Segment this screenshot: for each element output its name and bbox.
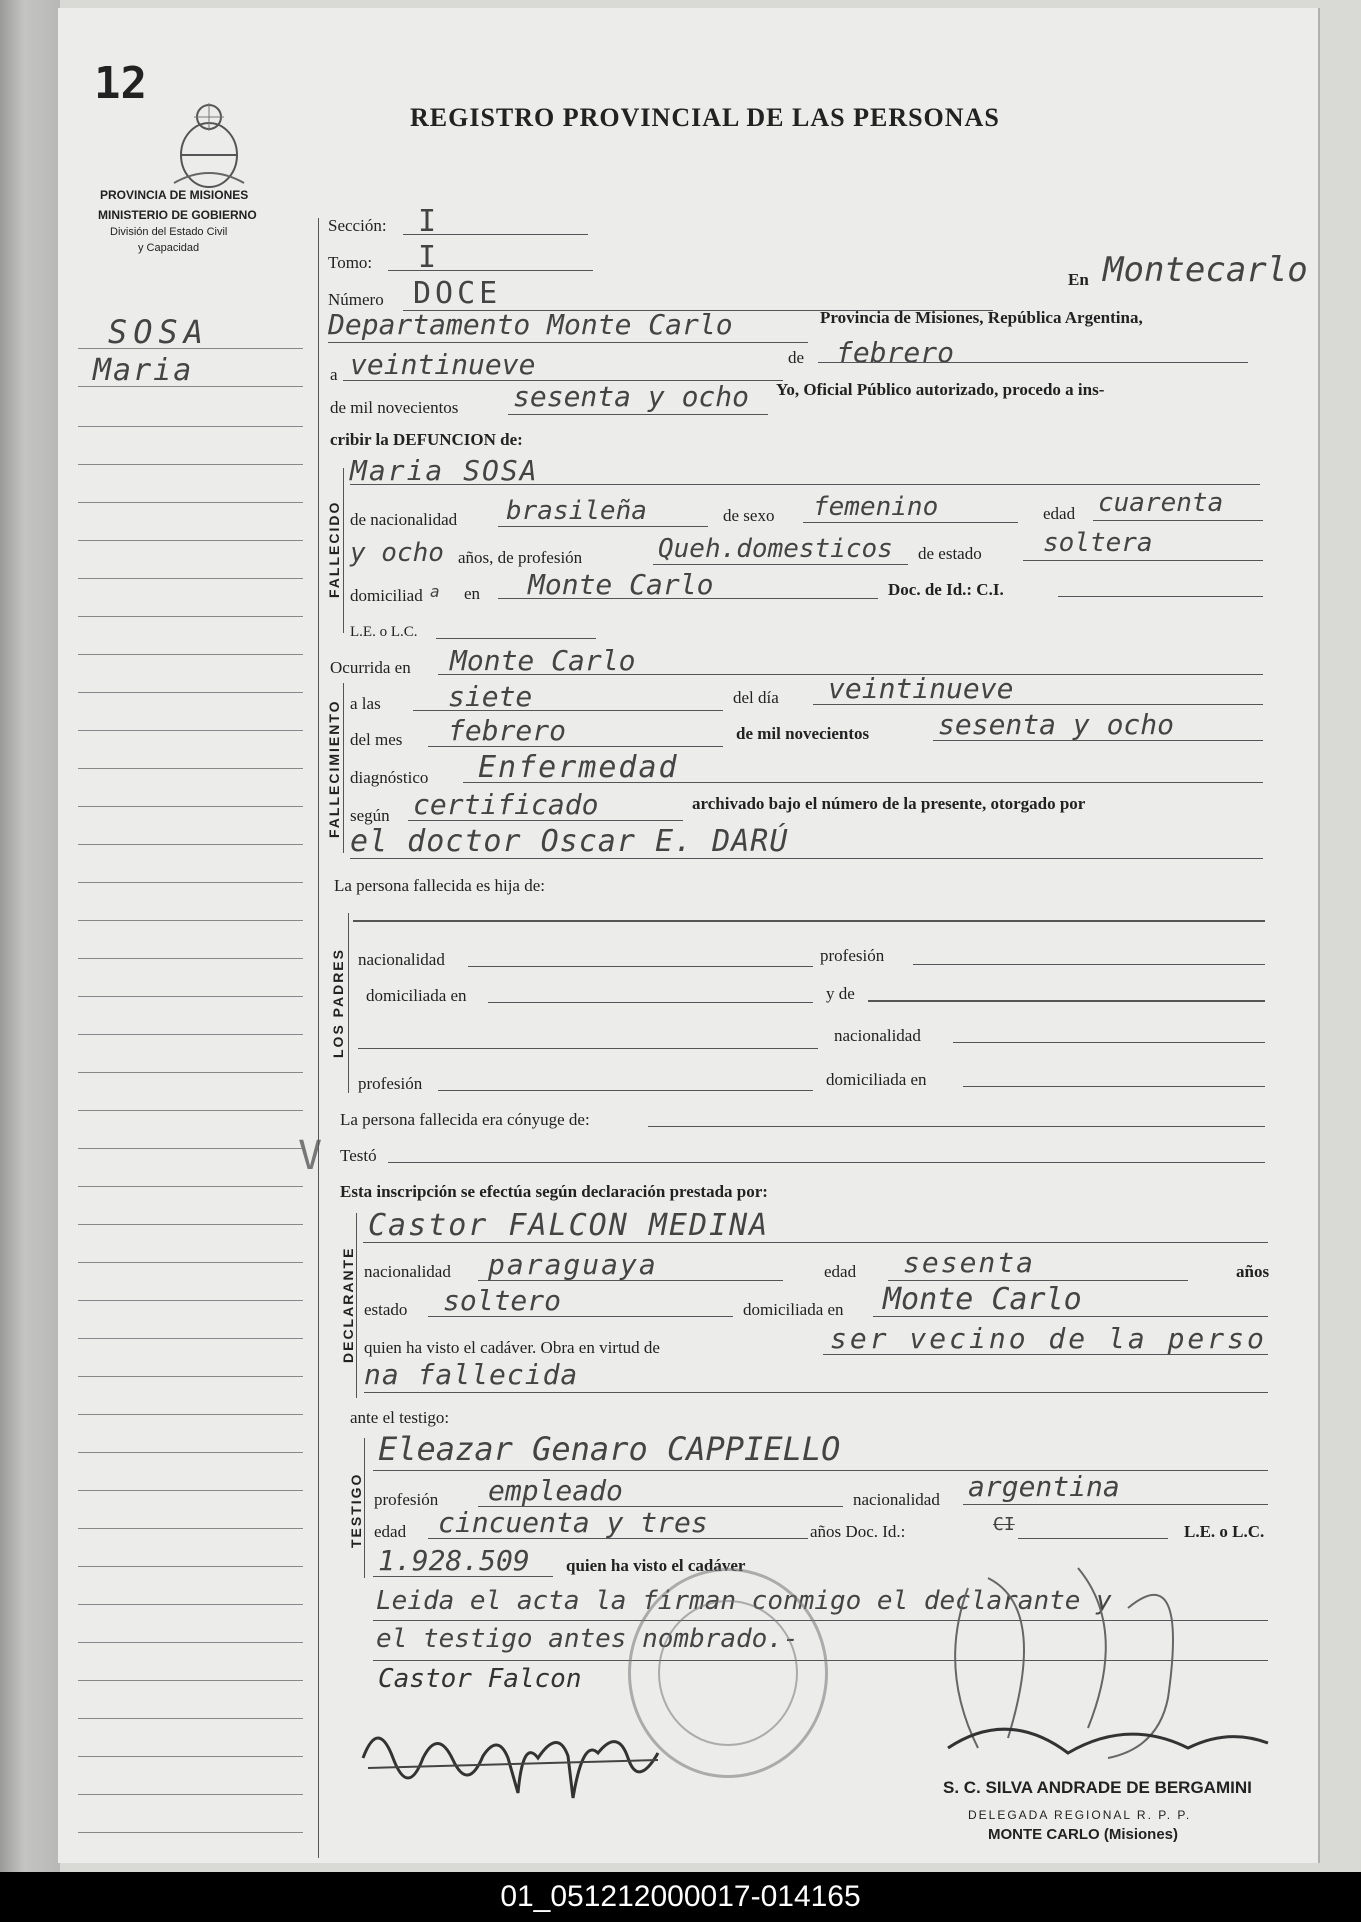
margin-ruled-line (78, 730, 303, 731)
testigo-section-label: TESTIGO (348, 1472, 364, 1548)
declarante-anios-label: años (1236, 1262, 1270, 1281)
margin-ruled-line (78, 1148, 303, 1149)
fallecido-sexo-label: de sexo (723, 506, 775, 525)
cribir-text: cribir la DEFUNCION de: (330, 430, 523, 449)
declarante-domicilio-line (873, 1316, 1268, 1317)
fallecimiento-hora-value: siete (448, 680, 533, 713)
margin-ruled-line (78, 540, 303, 541)
fallecido-estado-value: soltera (1043, 528, 1153, 558)
margin-name: Maria (93, 353, 194, 388)
seccion-line (403, 234, 588, 235)
margin-ruled-line (78, 1490, 303, 1491)
testigo-nombre-line (373, 1470, 1268, 1471)
declarante-edad-label: edad (824, 1262, 857, 1281)
margin-ruled-line (78, 1452, 303, 1453)
margin-ruled-line (78, 1262, 303, 1263)
oficial-text: Yo, Oficial Público autorizado, procedo a ins- (776, 380, 1105, 399)
margin-surname: SOSA (108, 313, 210, 351)
official-signature (928, 1548, 1288, 1778)
testigo-doc-line (1018, 1538, 1168, 1539)
fallecido-domicilio-value: Monte Carlo (528, 568, 714, 601)
declarante-nacionalidad-value: paraguaya (488, 1248, 658, 1281)
fallecimiento-doctor-line (350, 858, 1263, 859)
margin-ruled-line (78, 654, 303, 655)
departamento-value: Departamento Monte Carlo (328, 308, 733, 341)
de-label: de (788, 348, 805, 367)
margin-ruled-line (78, 958, 303, 959)
padres-domiciliada-label: domiciliada en (366, 986, 467, 1005)
seccion-label: Sección: (328, 216, 387, 235)
fallecimiento-segun-label: según (350, 806, 390, 825)
fallecimiento-dia-line (813, 704, 1263, 705)
declarante-signature: Castor Falcon (378, 1664, 582, 1694)
testigo-numero-value: 1.928.509 (378, 1544, 530, 1577)
provincia-text: Provincia de Misiones, República Argentina, (820, 308, 1143, 327)
fallecido-edad-line (1093, 520, 1263, 521)
official-seal-inner (658, 1600, 798, 1746)
margin-ruled-line (78, 692, 303, 693)
en-value: Montecarlo (1103, 250, 1308, 290)
testigo-intro: ante el testigo: (350, 1408, 450, 1427)
book-binding (0, 0, 60, 1872)
fallecimiento-diagnostico-line (463, 782, 1263, 783)
en-label: En (1068, 270, 1089, 289)
fallecido-edad-label: edad (1043, 504, 1076, 523)
margin-ruled-line (78, 996, 303, 997)
testigo-leida-value: Leida el acta la firman conmigo el declarante y (376, 1586, 1112, 1616)
conyuge-line (648, 1126, 1265, 1127)
margin-ruled-line (78, 1718, 303, 1719)
margin-ruled-line (78, 616, 303, 617)
fallecido-nacionalidad-value: brasileña (506, 496, 647, 526)
declarante-virtud-value: ser vecino de la perso (830, 1322, 1267, 1355)
testigo-edad-line (428, 1538, 808, 1539)
testigo-anios-doc-label: años Doc. Id.: (810, 1522, 906, 1541)
padres-domiciliada-line (488, 1002, 813, 1003)
padres-bracket (348, 913, 349, 1093)
fallecimiento-section-label: FALLECIMIENTO (326, 699, 342, 838)
margin-line (78, 386, 303, 387)
fallecido-nombre: Maria SOSA (350, 454, 539, 487)
firma-lugar: MONTE CARLO (Misiones) (988, 1826, 1178, 1843)
ocurrida-label: Ocurrida en (330, 658, 411, 677)
fallecido-estado-line (1023, 560, 1263, 561)
testigo-nombre: Eleazar Genaro CAPPIELLO (378, 1430, 841, 1468)
declarante-virtud-line2 (364, 1392, 1268, 1393)
form-divider (318, 218, 319, 1858)
fallecimiento-doctor-value: el doctor Oscar E. DARÚ (350, 824, 789, 859)
fallecido-bracket (343, 468, 344, 633)
testigo-doc-value: CI (993, 1514, 1015, 1535)
fallecido-le-line (436, 638, 596, 639)
declarante-nombre: Castor FALCON MEDINA (368, 1208, 770, 1243)
padres-profesion2-label: profesión (358, 1074, 423, 1093)
dia-value: veintinueve (350, 348, 536, 381)
testo-label: Testó (340, 1146, 377, 1165)
margin-ruled-line (78, 1528, 303, 1529)
fallecimiento-mil-label: de mil novecientos (736, 724, 870, 743)
testigo-leida-value2: el testigo antes nombrado.- (376, 1624, 799, 1654)
fallecido-edad-value: cuarenta (1098, 488, 1224, 518)
declarante-domicilio-value: Monte Carlo (883, 1282, 1082, 1317)
fallecido-domiciliado-suffix: a (430, 582, 440, 601)
folio-number: 12 (94, 58, 147, 109)
fallecido-profesion-line (653, 564, 908, 565)
ministry-label: MINISTERIO DE GOBIERNO (98, 208, 257, 222)
fallecido-section-label: FALLECIDO (326, 500, 342, 598)
fallecimiento-dia-label: del día (733, 688, 779, 707)
ocurrida-value: Monte Carlo (450, 644, 636, 677)
fallecimiento-diagnostico-value: Enfermedad (478, 750, 679, 785)
margin-ruled-line (78, 1794, 303, 1795)
fallecido-en-label: en (464, 584, 481, 603)
padres-profesion-line (913, 964, 1265, 965)
padres-line-1 (353, 920, 1265, 922)
testigo-bracket (364, 1438, 365, 1578)
fallecido-doc-label: Doc. de Id.: C.I. (888, 580, 1004, 599)
margin-ruled-line (78, 1642, 303, 1643)
tomo-value: I (418, 240, 437, 275)
margin-ruled-line (78, 1414, 303, 1415)
padres-profesion-label: profesión (820, 946, 885, 965)
fallecido-doc-line (1058, 596, 1263, 597)
firma-cargo: DELEGADA REGIONAL R. P. P. (968, 1808, 1192, 1822)
declarante-estado-line (428, 1316, 733, 1317)
testigo-nacionalidad-line (963, 1504, 1268, 1505)
declarante-estado-value: soltero (443, 1284, 562, 1317)
padres-profesion2-line (438, 1090, 813, 1091)
fallecido-edad-value2: y ocho (350, 538, 444, 568)
padres-nacionalidad2-line (953, 1042, 1265, 1043)
fallecido-estado-label: de estado (918, 544, 982, 563)
fallecimiento-diagnostico-label: diagnóstico (350, 768, 429, 787)
fallecido-sexo-value: femenino (813, 492, 939, 522)
testigo-profesion-label: profesión (374, 1490, 439, 1509)
a-label: a (330, 365, 338, 384)
capacity-label: y Capacidad (138, 242, 200, 254)
fallecimiento-segun-value: certificado (413, 788, 599, 821)
declarante-nacionalidad-label: nacionalidad (364, 1262, 451, 1281)
testigo-nacionalidad-value: argentina (968, 1470, 1120, 1503)
division-label: División del Estado Civil (110, 226, 228, 238)
margin-ruled-line (78, 1756, 303, 1757)
fallecimiento-hora-line (413, 710, 723, 711)
padres-y-de-line (868, 1000, 1265, 1002)
padres-nacionalidad-label: nacionalidad (358, 950, 445, 969)
testigo-nacionalidad-label: nacionalidad (853, 1490, 940, 1509)
numero-value: DOCE (413, 276, 502, 311)
fallecido-profesion-value: Queh.domesticos (658, 534, 893, 564)
testigo-signature (358, 1698, 678, 1808)
province-label: PROVINCIA DE MISIONES (100, 188, 249, 202)
margin-ruled-line (78, 1680, 303, 1681)
testigo-numero-line (373, 1576, 553, 1577)
declarante-virtud-value2: na fallecida (364, 1358, 579, 1391)
fallecimiento-dia-value: veintinueve (828, 672, 1014, 705)
declarante-estado-label: estado (364, 1300, 408, 1319)
margin-ruled-line (78, 426, 303, 427)
fallecimiento-mes-line (428, 746, 723, 747)
numero-label: Número (328, 290, 384, 309)
padres-section-label: LOS PADRES (330, 948, 346, 1058)
anio-line (508, 414, 768, 415)
margin-ruled-line (78, 1338, 303, 1339)
padres-nacionalidad2-label: nacionalidad (834, 1026, 921, 1045)
margin-ruled-line (78, 1300, 303, 1301)
mes-value: febrero (836, 336, 955, 369)
fallecimiento-anio-value: sesenta y ocho (938, 708, 1175, 741)
mil-label: de mil novecientos (330, 398, 459, 417)
margin-ruled-line (78, 1566, 303, 1567)
margin-ruled-line (78, 1110, 303, 1111)
testigo-edad-value: cincuenta y tres (438, 1506, 708, 1539)
declarante-section-label: DECLARANTE (340, 1246, 356, 1363)
departamento-line (328, 342, 808, 343)
margin-ruled-line (78, 464, 303, 465)
footer-id-bar: 01_051212000017-014165 (0, 1872, 1361, 1922)
margin-ruled-line (78, 1376, 303, 1377)
testigo-visto-text: quien ha visto el cadáver (566, 1556, 746, 1575)
coat-of-arms-icon (164, 93, 254, 193)
fallecimiento-anio-line (933, 740, 1263, 741)
padres-line-2 (358, 1048, 818, 1049)
padres-domiciliada2-label: domiciliada en (826, 1070, 927, 1089)
padres-y-de-label: y de (826, 984, 855, 1003)
declarante-edad-value: sesenta (903, 1246, 1036, 1279)
margin-ruled-line (78, 920, 303, 921)
declarante-nacionalidad-line (478, 1280, 783, 1281)
declaracion-label: Esta inscripción se efectúa según declaración prestada por: (340, 1182, 768, 1201)
margin-tick-mark: V (298, 1133, 323, 1179)
margin-ruled-line (78, 844, 303, 845)
padres-intro: La persona fallecida es hija de: (334, 876, 545, 895)
margin-ruled-line (78, 1224, 303, 1225)
seccion-value: I (418, 204, 437, 239)
mes-line (818, 362, 1248, 363)
margin-ruled-line (78, 502, 303, 503)
fallecimiento-bracket (343, 683, 344, 853)
margin-ruled-line (78, 1034, 303, 1035)
fallecido-nacionalidad-line (498, 526, 708, 527)
margin-ruled-line (78, 1832, 303, 1833)
margin-ruled-line (78, 1072, 303, 1073)
tomo-label: Tomo: (328, 253, 373, 272)
padres-nacionalidad-line (468, 966, 813, 967)
margin-ruled-line (78, 806, 303, 807)
fallecido-le-label: L.E. o L.C. (350, 624, 418, 640)
fallecido-sexo-line (803, 522, 1018, 523)
declarante-bracket (356, 1213, 357, 1398)
conyuge-label: La persona fallecida era cónyuge de: (340, 1110, 590, 1129)
margin-ruled-line (78, 882, 303, 883)
fallecimiento-segun-line (408, 820, 683, 821)
margin-ruled-line (78, 1186, 303, 1187)
declarante-domiciliada-label: domiciliada en (743, 1300, 844, 1319)
fallecido-domiciliado-label: domiciliad (350, 586, 423, 605)
declarante-edad-line (888, 1280, 1188, 1281)
margin-ruled-line (78, 578, 303, 579)
fallecido-nombre-line (350, 484, 1260, 485)
declarante-nombre-line (363, 1242, 1268, 1243)
declarante-virtud-line (823, 1354, 1268, 1355)
fallecimiento-a-las-label: a las (350, 694, 381, 713)
fallecimiento-mes-label: del mes (350, 730, 403, 749)
margin-line (78, 348, 303, 349)
declarante-visto-text: quien ha visto el cadáver. Obra en virtud de (364, 1338, 660, 1357)
fallecimiento-archivado-text: archivado bajo el número de la presente, otorgado por (692, 794, 1086, 813)
tomo-line (388, 270, 593, 271)
fallecimiento-mes-value: febrero (448, 714, 567, 747)
testigo-profesion-value: empleado (488, 1474, 623, 1507)
testigo-edad-label: edad (374, 1522, 407, 1541)
anio-value: sesenta y ocho (513, 380, 750, 413)
padres-domiciliada2-line (963, 1086, 1265, 1087)
margin-ruled-line (78, 768, 303, 769)
testigo-le-label: L.E. o L.C. (1184, 1522, 1265, 1541)
testo-line (388, 1162, 1265, 1163)
fallecido-anios-label: años, de profesión (458, 548, 583, 567)
fallecido-nacionalidad-label: de nacionalidad (350, 510, 458, 529)
page-title: REGISTRO PROVINCIAL DE LAS PERSONAS (410, 103, 1000, 132)
firma-nombre: S. C. SILVA ANDRADE DE BERGAMINI (943, 1778, 1252, 1797)
fallecido-domicilio-line (498, 598, 878, 599)
margin-ruled-line (78, 1604, 303, 1605)
document-sheet (58, 8, 1320, 1863)
